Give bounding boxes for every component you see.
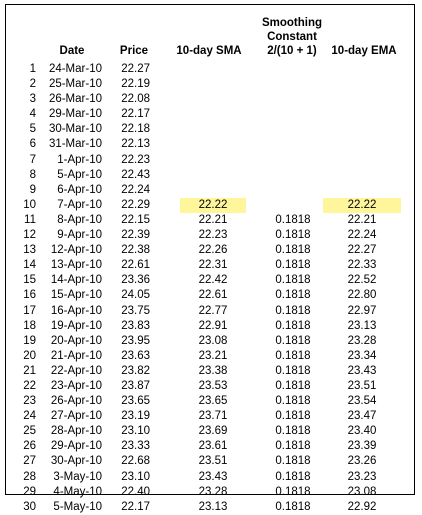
row-number: 18 — [23, 319, 36, 332]
price-cell: 23.63 — [121, 349, 150, 362]
row-number: 24 — [23, 410, 36, 423]
row-number: 26 — [23, 440, 36, 453]
price-cell: 23.10 — [121, 470, 150, 483]
header-smoothing-line2: Constant — [267, 31, 317, 43]
header-smoothing-line1: Smoothing — [261, 17, 323, 29]
price-cell: 23.33 — [121, 440, 150, 453]
price-cell: 22.17 — [121, 108, 150, 121]
price-cell: 23.82 — [121, 364, 150, 377]
sma-cell: 22.22 — [180, 198, 246, 213]
ema-cell: 22.27 — [347, 244, 377, 257]
table-row — [6, 183, 414, 198]
ema-cell: 22.52 — [347, 274, 377, 287]
row-number: 8 — [29, 168, 36, 181]
table-row — [6, 107, 414, 122]
smoothing-cell: 0.1818 — [275, 379, 311, 392]
smoothing-cell: 0.1818 — [275, 259, 311, 272]
date-cell: 30-Mar-10 — [48, 123, 102, 136]
smoothing-cell: 0.1818 — [275, 274, 311, 287]
date-cell: 26-Apr-10 — [50, 395, 102, 408]
sma-cell: 22.21 — [198, 213, 228, 226]
date-cell: 29-Apr-10 — [50, 440, 102, 453]
date-cell: 13-Apr-10 — [50, 259, 102, 272]
ema-cell: 23.28 — [347, 334, 377, 347]
sma-cell: 23.69 — [198, 425, 228, 438]
price-cell: 23.95 — [121, 334, 150, 347]
sma-cell: 22.26 — [198, 244, 228, 257]
date-cell: 4-May-10 — [53, 485, 102, 498]
price-cell: 22.39 — [121, 229, 150, 242]
sma-cell: 22.42 — [198, 274, 228, 287]
sma-cell: 23.21 — [198, 349, 228, 362]
table-row — [6, 304, 414, 319]
price-cell: 22.61 — [121, 259, 150, 272]
price-cell: 24.05 — [121, 289, 150, 302]
smoothing-cell: 0.1818 — [275, 244, 311, 257]
date-cell: 31-Mar-10 — [48, 138, 102, 151]
price-cell: 22.19 — [121, 78, 150, 91]
price-cell: 22.43 — [121, 168, 150, 181]
smoothing-cell: 0.1818 — [275, 229, 311, 242]
sma-cell: 23.71 — [198, 410, 228, 423]
price-cell: 22.40 — [121, 485, 150, 498]
table-row — [6, 62, 414, 77]
date-cell: 30-Apr-10 — [50, 455, 102, 468]
table-row — [6, 288, 414, 303]
table-row — [6, 273, 414, 288]
row-number: 29 — [23, 485, 36, 498]
date-cell: 16-Apr-10 — [50, 304, 102, 317]
row-number: 10 — [23, 198, 36, 211]
price-cell: 22.18 — [121, 123, 150, 136]
ema-cell: 23.08 — [347, 485, 377, 498]
header-sma: 10-day SMA — [176, 45, 242, 57]
header-date: Date — [59, 45, 85, 57]
row-number: 14 — [23, 259, 36, 272]
price-cell: 23.83 — [121, 319, 150, 332]
row-number: 16 — [23, 289, 36, 302]
date-cell: 5-May-10 — [53, 500, 102, 513]
ema-cell: 23.23 — [347, 470, 377, 483]
table-row — [6, 319, 414, 334]
ema-cell: 23.40 — [347, 425, 377, 438]
sma-cell: 23.08 — [198, 334, 228, 347]
smoothing-cell: 0.1818 — [275, 500, 311, 513]
row-number: 12 — [23, 229, 36, 242]
price-cell: 22.08 — [121, 93, 150, 106]
table-row — [6, 470, 414, 485]
ema-cell: 23.47 — [347, 410, 377, 423]
smoothing-cell: 0.1818 — [275, 440, 311, 453]
date-cell: 15-Apr-10 — [50, 289, 102, 302]
row-number: 25 — [23, 425, 36, 438]
table-row — [6, 409, 414, 424]
date-cell: 29-Mar-10 — [48, 108, 102, 121]
row-number: 17 — [23, 304, 36, 317]
row-number: 23 — [23, 395, 36, 408]
row-number: 5 — [29, 123, 36, 136]
header-ema: 10-day EMA — [331, 45, 397, 57]
sma-cell: 23.65 — [198, 395, 228, 408]
price-cell: 23.10 — [121, 425, 150, 438]
table-row — [6, 243, 414, 258]
table-row — [6, 153, 414, 168]
date-cell: 20-Apr-10 — [50, 334, 102, 347]
sma-cell: 22.91 — [198, 319, 228, 332]
ema-cell: 22.21 — [347, 213, 377, 226]
price-cell: 22.13 — [121, 138, 150, 151]
price-cell: 22.68 — [121, 455, 150, 468]
row-number: 6 — [29, 138, 36, 151]
smoothing-cell: 0.1818 — [275, 364, 311, 377]
row-number: 11 — [24, 213, 36, 226]
date-cell: 5-Apr-10 — [57, 168, 102, 181]
sma-cell: 23.53 — [198, 379, 228, 392]
row-number: 13 — [23, 244, 36, 257]
table-row — [6, 198, 414, 213]
row-number: 28 — [23, 470, 36, 483]
date-cell: 26-Mar-10 — [48, 93, 102, 106]
price-cell: 23.36 — [121, 274, 150, 287]
price-cell: 22.29 — [121, 198, 150, 211]
sma-cell: 23.38 — [198, 364, 228, 377]
smoothing-cell: 0.1818 — [275, 349, 311, 362]
sma-cell: 23.43 — [198, 470, 228, 483]
sma-cell: 22.77 — [198, 304, 228, 317]
row-number: 2 — [29, 78, 36, 91]
table-row — [6, 424, 414, 439]
table-row — [6, 454, 414, 469]
sma-cell: 22.23 — [198, 229, 228, 242]
ema-cell: 22.24 — [347, 229, 377, 242]
smoothing-cell: 0.1818 — [275, 319, 311, 332]
table-row — [6, 364, 414, 379]
row-number: 27 — [23, 455, 36, 468]
row-number: 30 — [23, 500, 36, 513]
smoothing-cell: 0.1818 — [275, 425, 311, 438]
table-row — [6, 77, 414, 92]
price-cell: 22.38 — [121, 244, 150, 257]
table-row — [6, 137, 414, 152]
date-cell: 19-Apr-10 — [50, 319, 102, 332]
spreadsheet-table — [5, 4, 415, 513]
date-cell: 23-Apr-10 — [50, 379, 102, 392]
table-row — [6, 500, 414, 515]
ema-cell: 23.34 — [347, 349, 377, 362]
sma-cell: 23.13 — [198, 500, 228, 513]
price-cell: 22.23 — [121, 153, 150, 166]
table-row — [6, 485, 414, 500]
date-cell: 21-Apr-10 — [50, 349, 102, 362]
ema-cell: 22.92 — [347, 500, 377, 513]
smoothing-cell: 0.1818 — [275, 289, 311, 302]
row-number: 15 — [23, 274, 36, 287]
date-cell: 1-Apr-10 — [57, 153, 102, 166]
table-row — [6, 349, 414, 364]
header-price: Price — [119, 45, 149, 57]
table-row — [6, 213, 414, 228]
ema-cell: 23.13 — [347, 319, 377, 332]
table-row — [6, 334, 414, 349]
table-row — [6, 92, 414, 107]
ema-cell: 23.43 — [347, 364, 377, 377]
row-number: 4 — [29, 108, 36, 121]
date-cell: 8-Apr-10 — [57, 213, 102, 226]
row-number: 20 — [23, 349, 36, 362]
smoothing-cell: 0.1818 — [275, 213, 311, 226]
row-number: 7 — [29, 153, 36, 166]
ema-cell: 22.97 — [347, 304, 377, 317]
smoothing-cell: 0.1818 — [275, 485, 311, 498]
row-number: 1 — [29, 63, 36, 75]
header-smoothing-line3: 2/(10 + 1) — [267, 45, 317, 57]
price-cell: 22.24 — [121, 183, 150, 196]
ema-cell: 23.54 — [347, 395, 377, 408]
row-number: 9 — [29, 183, 36, 196]
table-row — [6, 122, 414, 137]
price-cell: 23.75 — [121, 304, 150, 317]
smoothing-cell: 0.1818 — [275, 410, 311, 423]
row-number: 19 — [23, 334, 36, 347]
ema-cell: 22.22 — [323, 198, 401, 213]
date-cell: 3-May-10 — [53, 470, 102, 483]
row-number: 22 — [23, 379, 36, 392]
sma-cell: 23.28 — [198, 485, 228, 498]
row-number: 3 — [29, 93, 36, 106]
date-cell: 24-Mar-10 — [48, 63, 102, 75]
ema-cell: 23.51 — [347, 379, 377, 392]
date-cell: 6-Apr-10 — [57, 183, 102, 196]
table-row — [6, 394, 414, 409]
date-cell: 12-Apr-10 — [50, 244, 102, 257]
price-cell: 22.15 — [121, 213, 150, 226]
price-cell: 23.87 — [121, 379, 150, 392]
sma-cell: 23.51 — [198, 455, 228, 468]
sma-cell: 23.61 — [198, 440, 228, 453]
date-cell: 9-Apr-10 — [57, 229, 102, 242]
sma-cell: 22.61 — [198, 289, 228, 302]
date-cell: 27-Apr-10 — [50, 410, 102, 423]
table-body — [6, 62, 414, 515]
ema-cell: 23.26 — [347, 455, 377, 468]
date-cell: 22-Apr-10 — [50, 364, 102, 377]
date-cell: 28-Apr-10 — [50, 425, 102, 438]
price-cell: 22.27 — [121, 63, 150, 75]
row-number: 21 — [23, 364, 36, 377]
smoothing-cell: 0.1818 — [275, 455, 311, 468]
smoothing-cell: 0.1818 — [275, 304, 311, 317]
price-cell: 23.65 — [121, 395, 150, 408]
smoothing-cell: 0.1818 — [275, 470, 311, 483]
price-cell: 22.17 — [121, 500, 150, 513]
ema-cell: 22.33 — [347, 259, 377, 272]
date-cell: 14-Apr-10 — [50, 274, 102, 287]
smoothing-cell: 0.1818 — [275, 395, 311, 408]
table-row — [6, 228, 414, 243]
date-cell: 7-Apr-10 — [57, 198, 102, 211]
price-cell: 23.19 — [121, 410, 150, 423]
ema-cell: 23.39 — [347, 440, 377, 453]
table-row — [6, 439, 414, 454]
table-row — [6, 258, 414, 273]
ema-cell: 22.80 — [347, 289, 377, 302]
table-row — [6, 168, 414, 183]
table-row — [6, 379, 414, 394]
sma-cell: 22.31 — [198, 259, 228, 272]
smoothing-cell: 0.1818 — [275, 334, 311, 347]
date-cell: 25-Mar-10 — [48, 78, 102, 91]
